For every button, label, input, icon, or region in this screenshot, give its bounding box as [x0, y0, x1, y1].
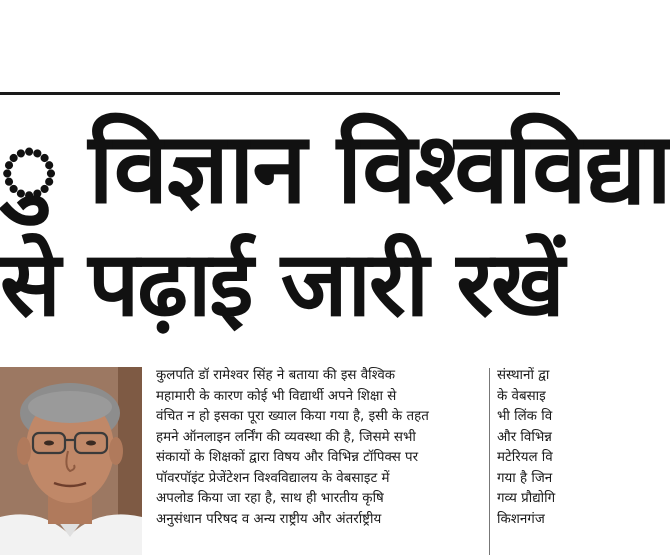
headline-line-1: ु विज्ञान विश्वविद्या — [0, 112, 670, 226]
headline-line-2: से पढ़ाई जारी रखें — [0, 232, 563, 337]
article-line: मटेरियल वि — [497, 450, 553, 465]
article-line: किशनगंज — [497, 511, 545, 527]
portrait-photo — [0, 367, 142, 555]
article-line: गया है जिन — [497, 470, 553, 486]
article-line: कुलपति डॉ रामेश्वर सिंह ने बताया की इस वैश्विक — [156, 368, 396, 383]
article-line: अपलोड किया जा रहा है, साथ ही भारतीय कृषि — [156, 491, 384, 506]
article-line: पॉवरपॉइंट प्रेजेंटेशन विश्वविद्यालय के वेबसाइट में — [156, 470, 390, 486]
article-line: भी लिंक वि — [497, 409, 553, 424]
article-line: संकायों के शिक्षकों द्वारा विषय और विभिन्न टॉपिक्स पर — [156, 450, 419, 465]
portrait-illustration — [0, 367, 142, 555]
article-line: वंचित न हो इसका पूरा ख्याल किया गया है, इसी के तहत — [156, 409, 429, 424]
column-divider — [489, 368, 490, 555]
article-line: गव्य प्रौद्योगि — [497, 491, 556, 506]
article-line: और विभिन्न — [497, 429, 552, 445]
article-line: हमने ऑनलाइन लर्निंग की व्यवस्था की है, जिसमे सभी — [156, 429, 416, 445]
article-body-column — [156, 366, 486, 530]
article-line: संस्थानों द्वा — [497, 368, 550, 383]
article-line: अनुसंधान परिषद व अन्य राष्ट्रीय और अंतर्राष्ट्रीय — [156, 511, 382, 527]
article-line: के वेबसाइ — [497, 388, 546, 404]
article-right-column — [497, 366, 560, 530]
article-line: महामारी के कारण कोई भी विद्यार्थी अपने शिक्षा से — [156, 388, 397, 404]
header-rule — [0, 92, 560, 95]
